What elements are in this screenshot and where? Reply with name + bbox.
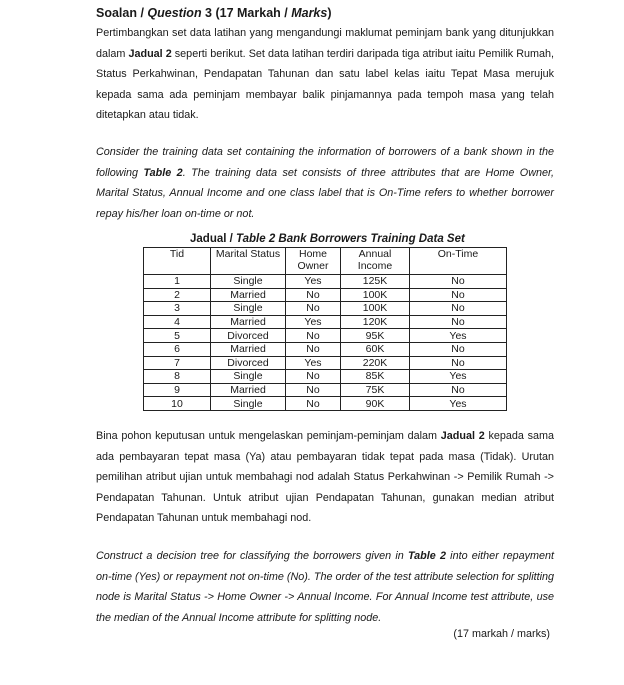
borrowers-table: [143, 247, 507, 411]
cell-home-owner: No: [286, 302, 341, 316]
cell-on-time: No: [410, 383, 507, 397]
column-header-tid: Tid: [144, 248, 211, 275]
cell-marital-status: Divorced: [211, 356, 286, 370]
cell-annual-income: 85K: [341, 370, 410, 384]
cell-tid: 9: [144, 383, 211, 397]
cell-tid: 7: [144, 356, 211, 370]
table-row: [144, 397, 507, 411]
cell-home-owner: No: [286, 383, 341, 397]
table-row: [144, 342, 507, 356]
table-caption: Jadual / Table 2 Bank Borrowers Training Data Set: [190, 233, 465, 245]
table-row: [144, 383, 507, 397]
cell-tid: 5: [144, 329, 211, 343]
english-description-paragraph: Consider the training data set containing the information of borrowers of a bank shown in the following Table 2. The training data set consists of three attributes that are Home Owner, Marital Status, Annual Income and one class label that is On-Time refers to whether borrower repay his/her loan on-time or not.: [96, 146, 554, 220]
cell-tid: 2: [144, 288, 211, 302]
table-body: [144, 275, 507, 411]
cell-home-owner: Yes: [286, 356, 341, 370]
cell-tid: 1: [144, 275, 211, 289]
cell-marital-status: Single: [211, 370, 286, 384]
cell-tid: 4: [144, 315, 211, 329]
malay-instruction-paragraph: Bina pohon keputusan untuk mengelaskan peminjam-peminjam dalam Jadual 2 kepada sama ada pembayaran tepat masa (Ya) atau pembayaran tidak tepat pada masa (Tidak). Urutan pemilihan atribut ujian untuk membahagi nod adalah Status Perkahwinan -> Pemilik Rumah -> Pendapatan Tahunan. Untuk atribut ujian Pendapatan Tahunan, gunakan median atribut Pendapatan Tahunan untuk membahagi nod.: [96, 430, 554, 524]
cell-on-time: Yes: [410, 397, 507, 411]
cell-annual-income: 220K: [341, 356, 410, 370]
column-header-marital-status: Marital Status: [211, 248, 286, 275]
cell-annual-income: 100K: [341, 302, 410, 316]
cell-marital-status: Married: [211, 342, 286, 356]
cell-home-owner: No: [286, 370, 341, 384]
table-row: [144, 315, 507, 329]
cell-annual-income: 60K: [341, 342, 410, 356]
cell-on-time: No: [410, 288, 507, 302]
table-row: [144, 329, 507, 343]
column-header-on-time: On-Time: [410, 248, 507, 275]
table-row: [144, 370, 507, 384]
marks-label: (17 markah / marks): [453, 628, 550, 640]
column-header-annual-income: Annual Income: [341, 248, 410, 275]
cell-home-owner: No: [286, 329, 341, 343]
cell-annual-income: 75K: [341, 383, 410, 397]
english-instruction-paragraph: Construct a decision tree for classifying the borrowers given in Table 2 into either repayment on-time (Yes) or repayment not on-time (No). The order of the test attribute selection for splitting node is Marital Status -> Home Owner -> Annual Income. For Annual Income test attribute, use the median of the Annual Income attribute for splitting node.: [96, 550, 554, 624]
cell-on-time: No: [410, 315, 507, 329]
table-row: [144, 302, 507, 316]
cell-marital-status: Married: [211, 288, 286, 302]
cell-marital-status: Married: [211, 383, 286, 397]
cell-tid: 10: [144, 397, 211, 411]
cell-tid: 8: [144, 370, 211, 384]
malay-description-paragraph: Pertimbangkan set data latihan yang mengandungi maklumat peminjam bank yang ditunjukkan dalam Jadual 2 seperti berikut. Set data latihan terdiri daripada tiga atribut iaitu Pemilik Rumah, Status Perkahwinan, Pendapatan Tahunan dan satu label kelas iaitu Tepat Masa merujuk kepada sama ada peminjam membayar balik pinjamannya pada tempoh masa yang telah ditetapkan atau tidak.: [96, 27, 554, 121]
cell-marital-status: Single: [211, 275, 286, 289]
question-heading: Soalan / Question 3 (17 Markah / Marks): [96, 6, 332, 20]
cell-tid: 3: [144, 302, 211, 316]
cell-tid: 6: [144, 342, 211, 356]
cell-on-time: Yes: [410, 370, 507, 384]
table-row: [144, 275, 507, 289]
table-row: [144, 288, 507, 302]
cell-home-owner: Yes: [286, 275, 341, 289]
cell-on-time: Yes: [410, 329, 507, 343]
cell-home-owner: No: [286, 342, 341, 356]
cell-marital-status: Divorced: [211, 329, 286, 343]
cell-on-time: No: [410, 342, 507, 356]
cell-home-owner: No: [286, 288, 341, 302]
cell-marital-status: Single: [211, 302, 286, 316]
table-header-row: [144, 248, 507, 275]
cell-annual-income: 90K: [341, 397, 410, 411]
cell-annual-income: 125K: [341, 275, 410, 289]
cell-marital-status: Married: [211, 315, 286, 329]
cell-home-owner: Yes: [286, 315, 341, 329]
cell-on-time: No: [410, 302, 507, 316]
cell-marital-status: Single: [211, 397, 286, 411]
cell-on-time: No: [410, 356, 507, 370]
cell-annual-income: 95K: [341, 329, 410, 343]
table-row: [144, 356, 507, 370]
column-header-home-owner: Home Owner: [286, 248, 341, 275]
cell-on-time: No: [410, 275, 507, 289]
cell-home-owner: No: [286, 397, 341, 411]
cell-annual-income: 100K: [341, 288, 410, 302]
table-header: [144, 248, 507, 275]
cell-annual-income: 120K: [341, 315, 410, 329]
